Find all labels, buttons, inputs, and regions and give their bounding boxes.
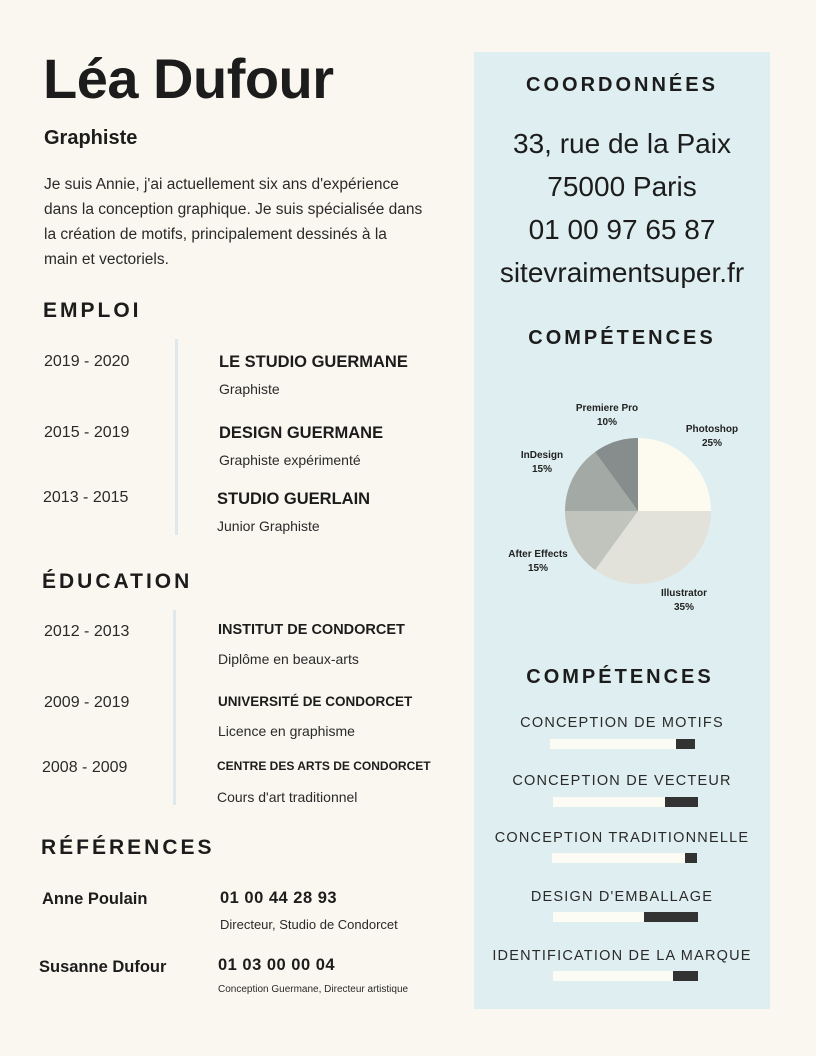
pie-label-value: 10% bbox=[596, 417, 617, 428]
skill-bar-fill bbox=[665, 797, 698, 807]
skill-bar bbox=[552, 853, 697, 863]
skill-bar-fill bbox=[644, 912, 698, 922]
employment-years: 2019 - 2020 bbox=[44, 353, 130, 370]
skill-label: CONCEPTION DE VECTEUR bbox=[512, 773, 732, 789]
pie-label-indesign bbox=[507, 449, 577, 477]
pie-label-name: Photoshop bbox=[685, 424, 739, 435]
pie-label-name: Premiere Pro bbox=[575, 403, 639, 414]
skills-bars-title: COMPÉTENCES bbox=[526, 666, 714, 688]
skills-chart-title: COMPÉTENCES bbox=[528, 327, 716, 349]
skill-label: CONCEPTION TRADITIONNELLE bbox=[494, 830, 750, 846]
pie-label-photoshop bbox=[672, 423, 752, 451]
reference-role: Conception Guermane, Directeur artistique bbox=[218, 984, 409, 995]
contact-title: COORDONNÉES bbox=[526, 74, 718, 96]
contact-address-line2: 75000 Paris bbox=[547, 171, 697, 202]
pie-label-aftereffects bbox=[498, 548, 578, 576]
contact-phone: 01 00 97 65 87 bbox=[528, 214, 716, 245]
skill-bar bbox=[553, 797, 698, 807]
reference-phone: 01 00 44 28 93 bbox=[220, 889, 338, 907]
intro-paragraph: Je suis Annie, j'ai actuellement six ans d'expérience dans la conception graphique. Je suis spécialisée dans la création de motifs, principalement dessinés à la main et vectoriels. bbox=[44, 176, 423, 268]
education-org: INSTITUT DE CONDORCET bbox=[218, 622, 405, 638]
education-degree: Diplôme en beaux-arts bbox=[218, 651, 359, 667]
employment-role: Junior Graphiste bbox=[217, 518, 320, 534]
skill-bar bbox=[553, 971, 698, 981]
employment-org: DESIGN GUERMANE bbox=[219, 424, 384, 442]
reference-name: Susanne Dufour bbox=[39, 958, 167, 976]
employment-years: 2015 - 2019 bbox=[44, 424, 130, 441]
employment-role: Graphiste bbox=[219, 381, 280, 397]
pie-label-name: InDesign bbox=[520, 450, 564, 461]
employment-org: LE STUDIO GUERMANE bbox=[219, 353, 408, 371]
education-years: 2012 - 2013 bbox=[44, 623, 130, 640]
candidate-name: Léa Dufour bbox=[43, 47, 334, 110]
education-org: UNIVERSITÉ DE CONDORCET bbox=[218, 694, 413, 709]
pie-label-name: Illustrator bbox=[660, 588, 708, 599]
education-years: 2008 - 2009 bbox=[42, 759, 128, 776]
skill-bar bbox=[553, 912, 698, 922]
education-timeline-line bbox=[173, 610, 176, 805]
employment-title: EMPLOI bbox=[43, 299, 142, 322]
skill-label: DESIGN D'EMBALLAGE bbox=[530, 889, 714, 905]
employment-org: STUDIO GUERLAIN bbox=[217, 490, 371, 508]
pie-label-value: 15% bbox=[527, 563, 548, 574]
skill-bar-fill bbox=[676, 739, 695, 749]
candidate-role: Graphiste bbox=[44, 127, 138, 149]
reference-name: Anne Poulain bbox=[42, 890, 148, 908]
references-title: RÉFÉRENCES bbox=[41, 836, 215, 859]
education-years: 2009 - 2019 bbox=[44, 694, 130, 711]
education-degree: Licence en graphisme bbox=[218, 723, 355, 739]
employment-role: Graphiste expérimenté bbox=[219, 452, 361, 468]
contact-website: sitevraimentsuper.fr bbox=[499, 257, 745, 288]
pie-label-value: 35% bbox=[673, 602, 694, 613]
skill-bar-fill bbox=[685, 853, 697, 863]
pie-label-value: 25% bbox=[701, 438, 722, 449]
employment-timeline-line bbox=[175, 339, 178, 535]
pie-label-name: After Effects bbox=[508, 549, 568, 560]
pie-label-illustrator bbox=[648, 587, 720, 615]
reference-phone: 01 03 00 00 04 bbox=[218, 956, 336, 974]
education-degree: Cours d'art traditionnel bbox=[217, 789, 358, 805]
skill-label: CONCEPTION DE MOTIFS bbox=[520, 715, 724, 731]
pie-label-value: 15% bbox=[531, 464, 552, 475]
skill-bar bbox=[550, 739, 695, 749]
pie-slices bbox=[565, 438, 711, 584]
skill-bar-fill bbox=[673, 971, 698, 981]
education-org: CENTRE DES ARTS DE CONDORCET bbox=[217, 759, 431, 773]
education-title: ÉDUCATION bbox=[42, 570, 193, 593]
pie-label-premiere bbox=[566, 402, 648, 430]
skill-label: IDENTIFICATION DE LA MARQUE bbox=[492, 948, 752, 964]
employment-years: 2013 - 2015 bbox=[43, 489, 129, 506]
reference-role: Directeur, Studio de Condorcet bbox=[220, 917, 398, 932]
contact-address-line1: 33, rue de la Paix bbox=[513, 128, 731, 159]
